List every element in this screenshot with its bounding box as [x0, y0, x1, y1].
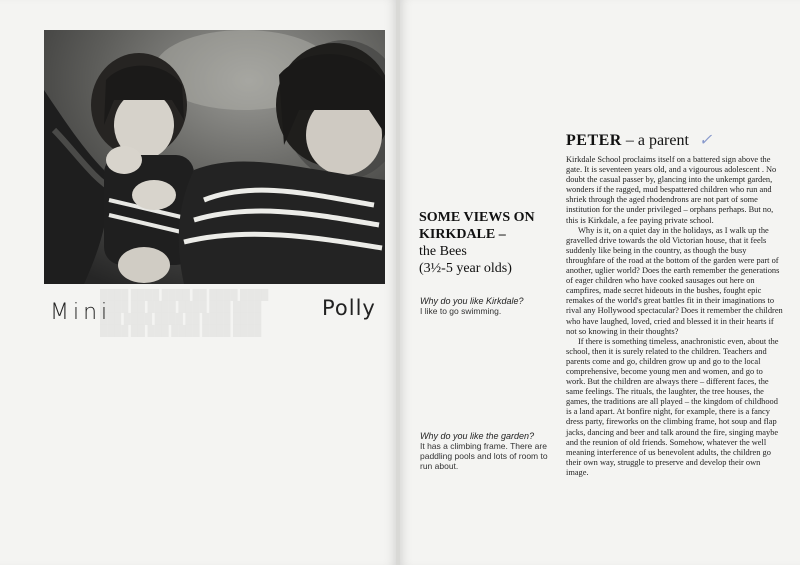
checkmark-icon: ✓ [698, 132, 713, 149]
article-body [566, 155, 784, 478]
answer-text: I like to go swimming. [420, 306, 502, 316]
article-heading [566, 130, 712, 150]
article-role: – a parent [625, 132, 689, 149]
views-subtitle-ages: (3½-5 year olds) [419, 261, 512, 276]
article-paragraph: Why is it, on a quiet day in the holidays, as I walk up the gravelled drive towards the old Victorian house, that it feels suddenly like being in the country, as though the busy throughfare of the road at the bottom of the garden were part of another, uglier world? Does the earth remember the generations of eager children who have cooked sausages out here on campfires, made secret hideouts in the bushes, fought epic remakes of the world's great battles fit in their imaginations to rival any Hollywood spectacular? Does it remember the children who have laughed, loved, cried and blessed it in their hearts if not so knowing in their thoughts? [566, 225, 783, 336]
caption-polly: Polly [322, 296, 376, 320]
question-text: Why do you like the garden? [420, 431, 535, 441]
article-author: PETER [566, 132, 622, 149]
views-heading [419, 209, 569, 277]
question-block-1 [420, 296, 560, 316]
question-text: Why do you like Kirkdale? [420, 296, 524, 306]
caption-mini: Mini [50, 300, 112, 325]
answer-text: It has a climbing frame. There are paddling pools and lots of room to run about. [420, 441, 548, 471]
bleed-through-text: ████ ████ ████ ██ ████ ████ ████ ██ ████ ████ ███ ████ ███ ████ ████ ██ ████ ████ ████ ██ ███ ████ ████ ████ [100, 290, 269, 337]
photo-children-tree [44, 30, 385, 284]
views-title: SOME VIEWS ON KIRKDALE – [419, 210, 535, 242]
left-page [0, 0, 396, 565]
article-paragraph: If there is something timeless, anachronistic even, about the school, then it is surely related to the children. Teachers and parents come and go, children grow up and go to the local comprehensive, become young men and women, and go to work. But the children are always there – different faces, the same feelings. The rituals, the laughter, the tree houses, the games, the traditions are all played – the kingdom of childhood is a land apart. At bonfire night, for example, there is a fancy dress party, fireworks on the climbing frame, hot soup and flap jacks, dancing and beer and talk around the fire, singing maybe and the reunion of old friends. Somehow, whatever the well meaning interference of us benevolent adults, the children go their own way, struggle to preserve and develop their own image. [566, 336, 779, 477]
article-paragraph: Kirkdale School proclaims itself on a battered sign above the gate. It is seventeen years old, and a vigourous adolescent . No doubt the casual passer by, glancing into the unkempt garden, wonders if the ragged, mud bespattered children who run and shriek through the aged rhodendrons are not part of some institution for the under privileged – orphans perhaps. But no, this is Kirkdale, a fee paying private school. [566, 155, 777, 225]
question-block-2 [420, 431, 560, 471]
views-subtitle-bees: the Bees [419, 244, 467, 259]
photo-illustration [44, 30, 385, 284]
